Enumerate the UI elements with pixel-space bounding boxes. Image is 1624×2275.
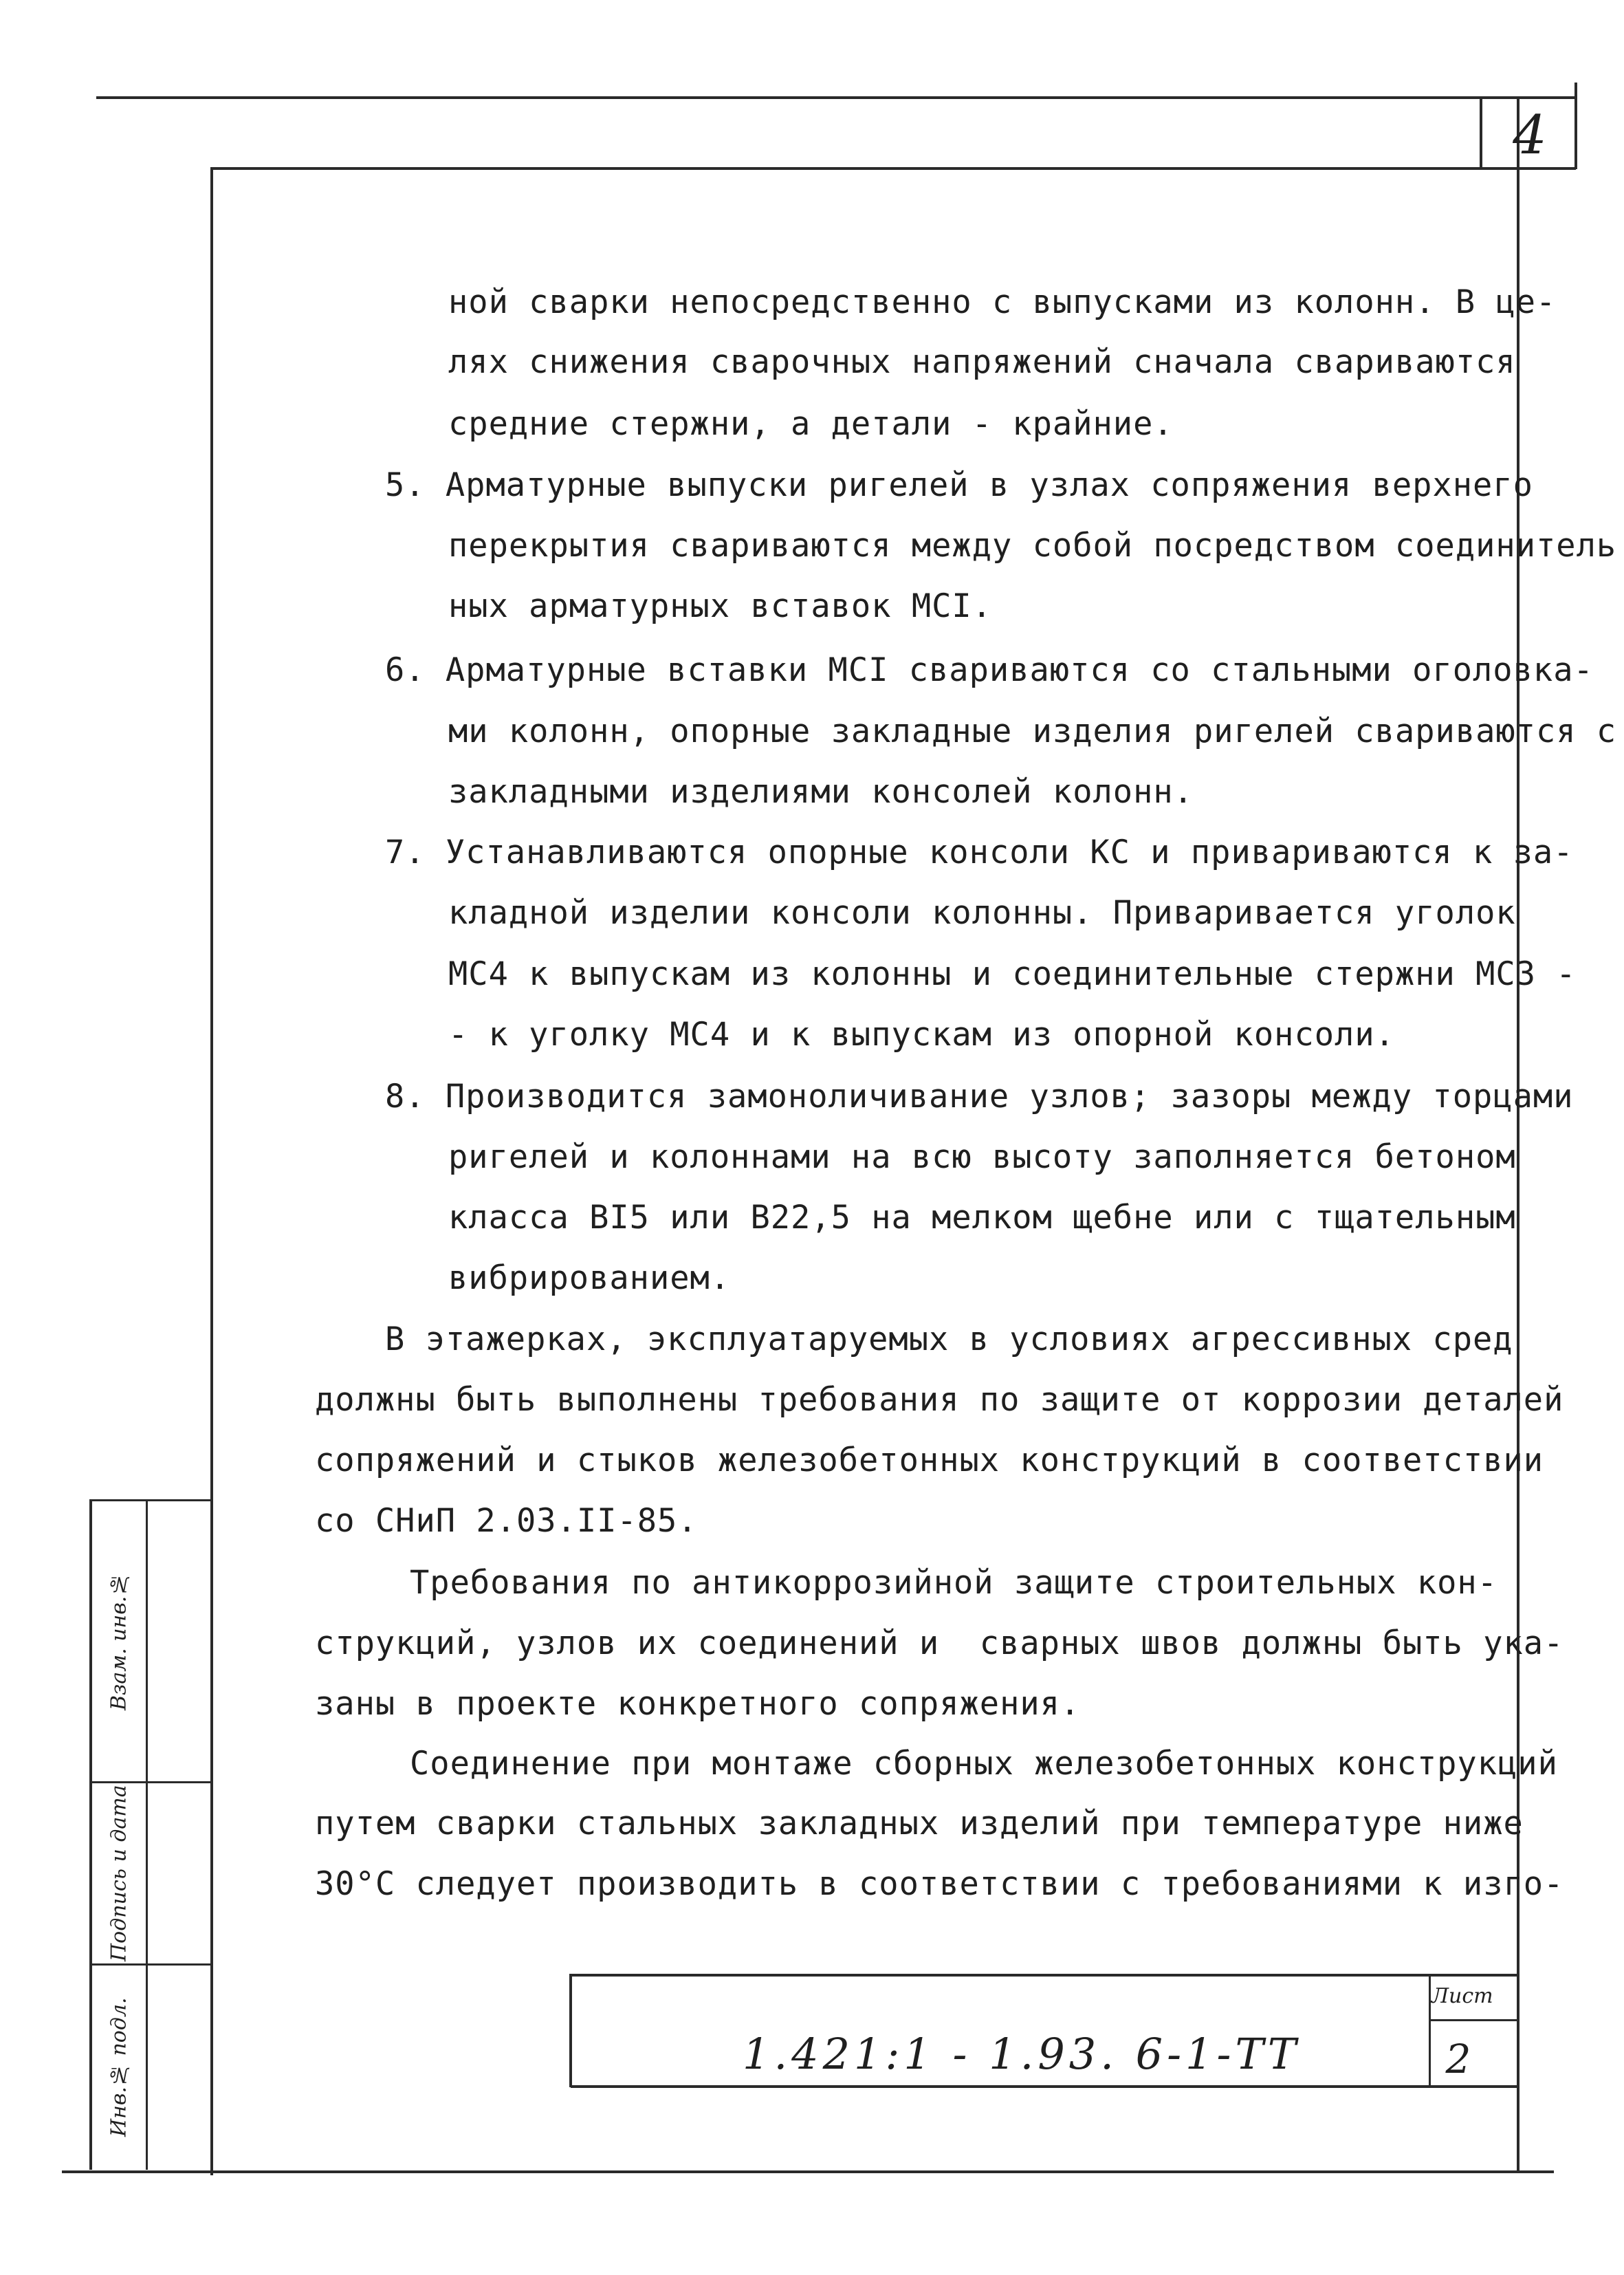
text-line: сопряжений и стыков железобетонных конструкций в соответствии [315, 1441, 1544, 1479]
corner-box-right [1574, 83, 1577, 169]
inner-frame-right [1517, 96, 1519, 2170]
text-line: лях снижения сварочных напряжений сначала свариваются [448, 343, 1516, 381]
side-stamp-cell: Подпись и дата [107, 1785, 131, 1961]
side-stamp-cell: Инв.№ подл. [107, 1997, 131, 2137]
text-line: 8. Производится замоноличивание узлов; зазоры между торцами [385, 1078, 1574, 1115]
title-block-top [571, 1974, 1518, 1977]
text-line: МС4 к выпускам из колонны и соединительные стержни МС3 - [448, 955, 1577, 993]
side-stamp-mid [146, 1499, 148, 2170]
inner-frame-top [212, 167, 1576, 170]
text-line: - к уголку МС4 и к выпускам из опорной консоли. [448, 1016, 1395, 1054]
side-stamp-cell: Взам. инв.№ [107, 1571, 131, 1710]
text-line: ригелей и колоннами на всю высоту заполняется бетоном [448, 1138, 1516, 1176]
text-line: заны в проекте конкретного сопряжения. [315, 1685, 1081, 1723]
text-line: закладными изделиями консолей колонн. [448, 773, 1194, 811]
text-line: 6. Арматурные вставки МСI свариваются со стальными оголовка- [385, 651, 1594, 689]
sheet-number: 2 [1445, 2036, 1471, 2082]
sheet-label: Лист [1431, 1984, 1493, 2008]
text-line: класса ВI5 или В22,5 на мелком щебне или с тщательным [448, 1199, 1516, 1237]
sheet-cell-divider-h [1429, 2019, 1518, 2021]
text-line: со СНиП 2.03.II-85. [315, 1502, 698, 1540]
text-line: 5. Арматурные выпуски ригелей в узлах сопряжения верхнего [385, 466, 1533, 504]
text-line: В этажерках, эксплуатаруемых в условиях агрессивных сред [385, 1320, 1513, 1358]
sheet-cell-divider-v [1429, 1974, 1431, 2087]
bottom-rule [62, 2170, 1554, 2173]
text-line: средние стержни, а детали - крайние. [448, 405, 1174, 443]
corner-box-left [1480, 96, 1482, 168]
side-stamp-div-2 [89, 1963, 212, 1966]
text-line: должны быть выполнены требования по защите от коррозии деталей [315, 1381, 1564, 1419]
side-stamp-top [89, 1499, 212, 1501]
text-line: перекрытия свариваются между собой посредством соединитель [448, 527, 1617, 565]
text-line: ми колонн, опорные закладные изделия ригелей свариваются с [448, 712, 1617, 750]
text-line: ной сварки непосредственно с выпусками из колонн. В це- [448, 283, 1557, 321]
text-line: вибрированием. [448, 1259, 731, 1297]
side-stamp-div-1 [89, 1781, 212, 1783]
text-line: 30°С следует производить в соответствии с требованиями к изго- [315, 1865, 1564, 1903]
inner-frame-left [210, 167, 213, 2175]
document-code: 1.421:1 - 1.93. 6-1-ТТ [743, 2029, 1301, 2079]
top-rule [96, 96, 1576, 99]
text-line: Требования по антикоррозийной защите строительных кон- [410, 1564, 1498, 1602]
page-corner-number: 4 [1513, 105, 1547, 166]
text-line: 7. Устанавливаются опорные консоли КС и привариваются к за- [385, 834, 1574, 871]
text-line: Соединение при монтаже сборных железобетонных конструкций [410, 1745, 1558, 1783]
text-line: ных арматурных вставок МСI. [448, 587, 993, 625]
text-line: кладной изделии консоли колонны. Приваривается уголок [448, 894, 1516, 932]
title-block-bottom [571, 2085, 1518, 2088]
text-line: струкций, узлов их соединений и сварных швов должны быть ука- [315, 1624, 1564, 1662]
title-block-left [569, 1974, 572, 2087]
text-line: путем сварки стальных закладных изделий при температуре ниже [315, 1805, 1524, 1842]
